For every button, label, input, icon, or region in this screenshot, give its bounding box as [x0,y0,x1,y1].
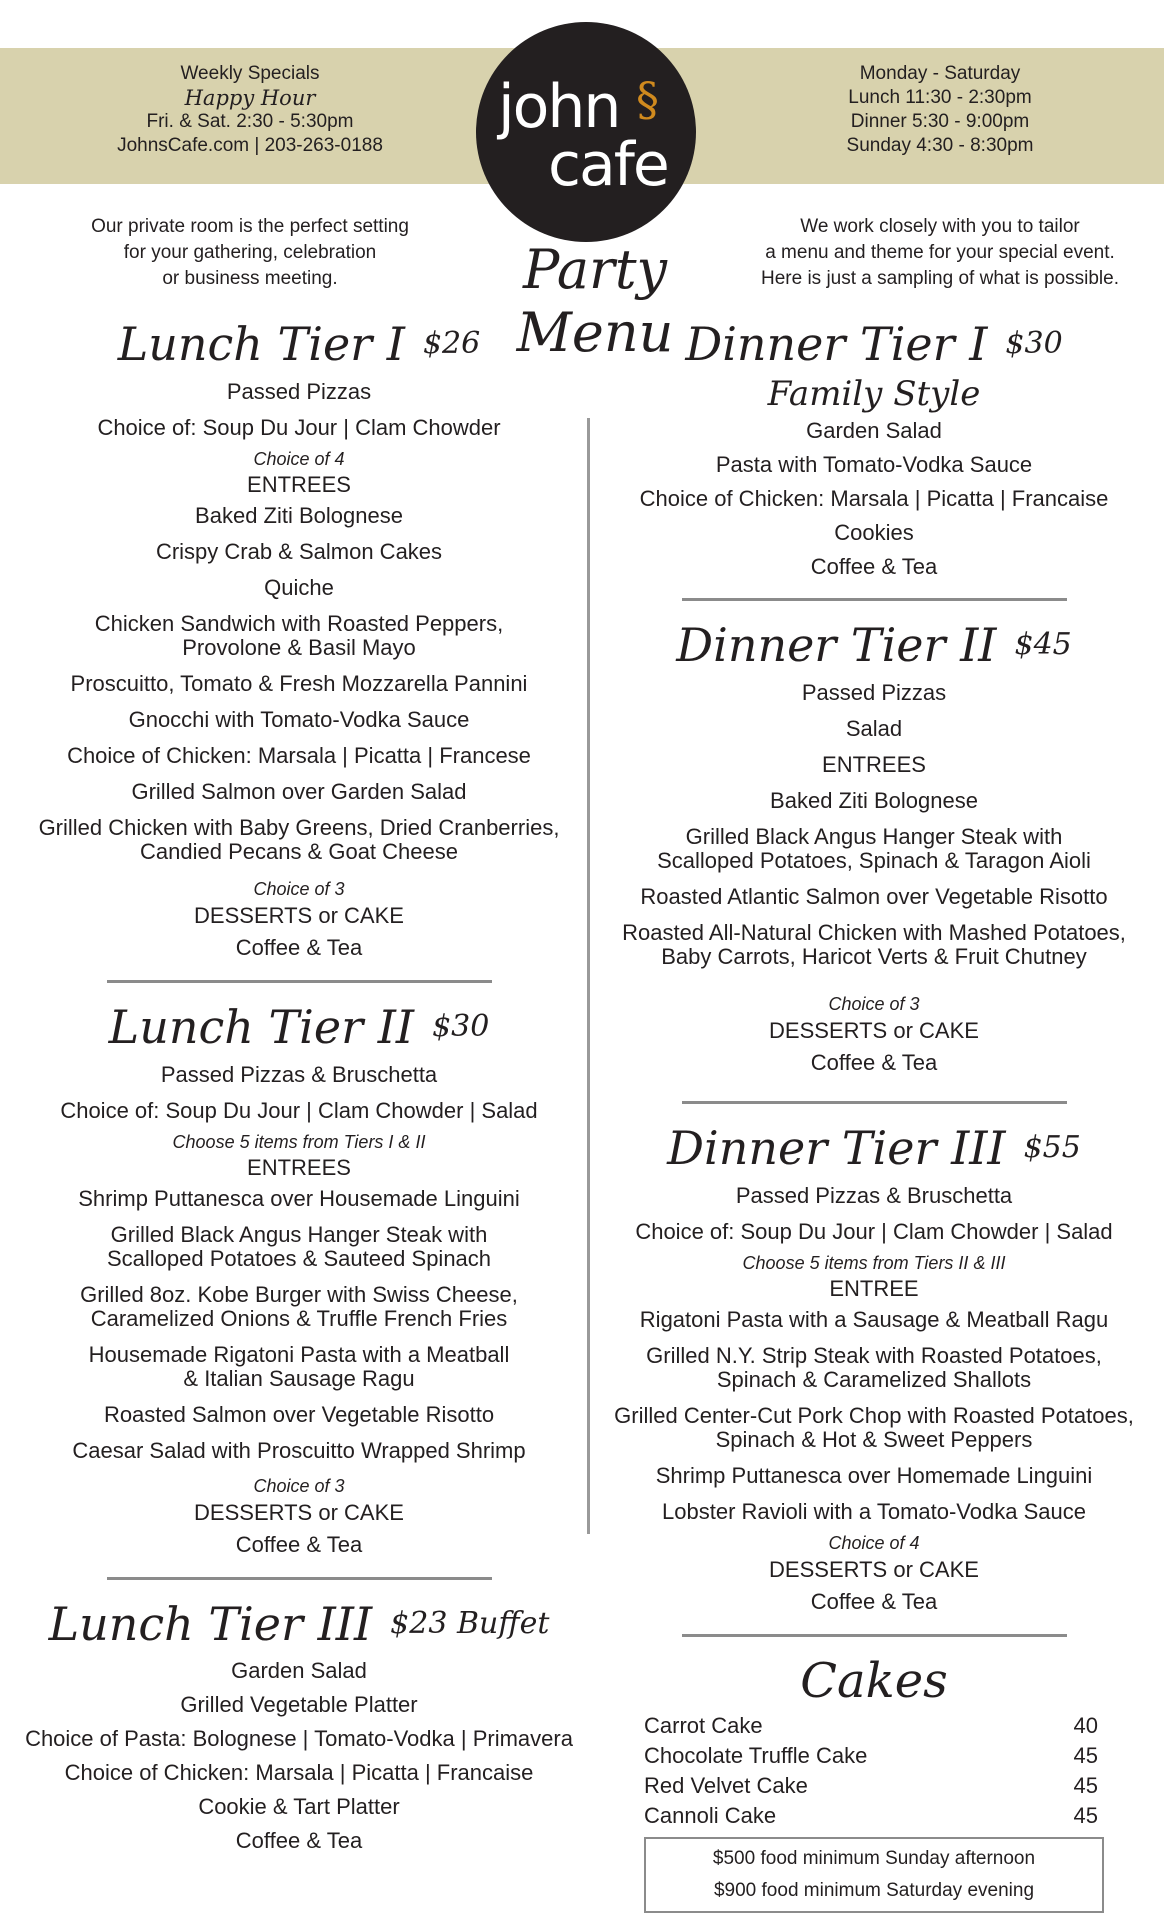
tier-name: Dinner Tier I [685,317,988,371]
menu-item [14,1277,584,1337]
menu-item-line: Grilled Black Angus Hanger Steak with [685,824,1063,849]
cake-name: Carrot Cake [644,1713,763,1738]
cakes-heading: Cakes [800,1653,948,1709]
menu-item-line: Grilled Chicken with Baby Greens, Dried Cranberries, [38,815,560,840]
menu-item [600,819,1148,879]
cake-price: 45 [1073,1743,1098,1768]
menu-item-line: Candied Pecans & Goat Cheese [140,839,458,864]
desserts-label: DESSERTS or CAKE [194,1500,404,1525]
tier-name: Lunch Tier II [108,1000,415,1054]
menu-item: Passed Pizzas & Bruschetta [160,1062,438,1087]
menu-item: Cookies [834,520,914,545]
menu-item: Coffee & Tea [235,1532,363,1557]
menu-item: Lobster Ravioli with a Tomato-Vodka Sauce [662,1499,1086,1524]
logo-swirl-icon: § [636,72,659,126]
hours-lunch: Lunch 11:30 - 2:30pm [848,87,1032,108]
cake-name: Red Velvet Cake [644,1773,808,1798]
section-rule [682,1101,1067,1104]
left-column [14,314,584,1858]
dinner-tier-3-heading [600,1118,1148,1178]
section-rule [682,1634,1067,1637]
lunch-tier-3-heading [14,1594,584,1654]
tier-name: Lunch Tier III [48,1597,373,1651]
lunch-tier-2-heading [14,997,584,1057]
tier-price: $30 [1005,326,1063,361]
choice-note: Choice of 3 [828,994,920,1014]
weekly-specials-block [60,62,440,158]
cake-row [644,1741,1104,1771]
menu-item [14,606,584,666]
weekly-specials-label: Weekly Specials [180,63,320,84]
right-column [600,314,1148,1913]
tier-price: $26 [422,326,481,361]
family-style-subheading: Family Style [767,374,981,414]
menu-item-line: & Italian Sausage Ragu [183,1366,415,1391]
menu-item: Choice of Chicken: Marsala | Picatta | Francaise [64,1760,534,1785]
menu-item [600,1338,1148,1398]
menu-item-line: Spinach & Hot & Sweet Peppers [715,1427,1033,1452]
menu-item: Quiche [264,575,334,600]
menu-item: Pasta with Tomato-Vodka Sauce [715,452,1033,477]
website-phone[interactable]: JohnsCafe.com | 203-263-0188 [117,135,383,156]
menu-item-line: Housemade Rigatoni Pasta with a Meatball [88,1342,510,1367]
lunch-tier-1-heading [14,314,584,374]
menu-item: Coffee & Tea [810,554,938,579]
menu-item-line: Spinach & Caramelized Shallots [716,1367,1032,1392]
menu-item: Coffee & Tea [810,1589,938,1614]
menu-item: Proscuitto, Tomato & Fresh Mozzarella Pannini [70,671,528,696]
cake-row [644,1801,1104,1831]
johns-cafe-logo [476,22,696,242]
intro-left-line: Our private room is the perfect setting [91,216,409,237]
section-rule [107,1577,492,1580]
menu-item: Grilled Salmon over Garden Salad [131,779,467,804]
cake-price: 45 [1073,1773,1098,1798]
entree-label: ENTREE [829,1276,919,1301]
tier-name: Dinner Tier II [676,618,997,672]
menu-item: Choice of Pasta: Bolognese | Tomato-Vodka | Primavera [25,1726,573,1751]
menu-item-line: Baby Carrots, Haricot Verts & Fruit Chutney [661,944,1087,969]
cake-row [644,1711,1104,1741]
page-title: Party Menu [516,238,674,364]
dinner-tier-2-heading [600,615,1148,675]
entrees-label: ENTREES [822,752,926,777]
cake-price: 40 [1073,1713,1098,1738]
desserts-label: DESSERTS or CAKE [769,1557,979,1582]
choice-note: Choose 5 items from Tiers II & III [742,1253,1006,1273]
menu-item-line: Roasted All-Natural Chicken with Mashed Potatoes, [622,920,1126,945]
tier-price: $30 [432,1009,490,1044]
choice-note: Choice of 4 [253,449,345,469]
hours-block [750,62,1130,158]
menu-item-line: Scalloped Potatoes & Sauteed Spinach [106,1246,492,1271]
cake-name: Chocolate Truffle Cake [644,1743,868,1768]
menu-item: Choice of Chicken: Marsala | Picatta | Francese [67,743,531,768]
menu-item-line: Grilled N.Y. Strip Steak with Roasted Potatoes, [646,1343,1102,1368]
intro-right-line: Here is just a sampling of what is possible. [761,268,1119,289]
intro-left-line: for your gathering, celebration [123,242,377,263]
intro-right-line: a menu and theme for your special event. [765,242,1115,263]
logo-word-cafe: cafe [548,130,668,200]
menu-item: Coffee & Tea [235,1828,363,1853]
menu-item-line: Grilled 8oz. Kobe Burger with Swiss Cheese, [80,1282,518,1307]
food-minimum-box [644,1837,1104,1913]
menu-item [14,1217,584,1277]
menu-item-line: Grilled Black Angus Hanger Steak with [110,1222,488,1247]
tier-price: $55 [1023,1130,1081,1165]
tier-name: Lunch Tier I [117,317,405,371]
choice-note: Choice of 3 [253,879,345,899]
cake-name: Cannoli Cake [644,1803,777,1828]
hours-sunday: Sunday 4:30 - 8:30pm [846,135,1034,156]
menu-item: Garden Salad [231,1658,367,1683]
cake-price: 45 [1073,1803,1098,1828]
section-rule [682,598,1067,601]
menu-item: Garden Salad [806,418,942,443]
menu-item: Choice of: Soup Du Jour | Clam Chowder [97,415,501,440]
entrees-label: ENTREES [247,1155,351,1180]
menu-item: Coffee & Tea [235,935,363,960]
desserts-label: DESSERTS or CAKE [194,903,404,928]
menu-item: Coffee & Tea [810,1050,938,1075]
menu-item: Caesar Salad with Proscuitto Wrapped Shrimp [72,1438,526,1463]
menu-item: Passed Pizzas [226,379,372,404]
hours-dinner: Dinner 5:30 - 9:00pm [850,111,1030,132]
menu-item [14,1337,584,1397]
menu-item: Rigatoni Pasta with a Sausage & Meatball Ragu [639,1307,1109,1332]
menu-item: Shrimp Puttanesca over Housemade Linguini [78,1186,520,1211]
column-divider [587,418,590,1534]
tier-name: Dinner Tier III [667,1121,1006,1175]
menu-item-line: Grilled Center-Cut Pork Chop with Roasted Potatoes, [614,1403,1134,1428]
menu-item: Roasted Salmon over Vegetable Risotto [103,1402,495,1427]
menu-item: Grilled Vegetable Platter [180,1692,418,1717]
entrees-label: ENTREES [247,472,351,497]
happy-hour-times: Fri. & Sat. 2:30 - 5:30pm [146,111,354,132]
menu-item [14,810,584,870]
menu-item: Baked Ziti Bolognese [770,788,978,813]
dinner-tier-1-heading [600,314,1148,374]
menu-item: Choice of: Soup Du Jour | Clam Chowder | Salad [60,1098,538,1123]
food-minimum-sunday: $500 food minimum Sunday afternoon [712,1848,1036,1869]
menu-item: Passed Pizzas [801,680,947,705]
intro-right [740,214,1140,292]
choice-note: Choice of 4 [828,1533,920,1553]
logo-word-john: john [498,72,620,142]
menu-item: Salad [845,716,903,741]
intro-right-line: We work closely with you to tailor [800,216,1080,237]
intro-left [60,214,440,292]
hours-days: Monday - Saturday [859,63,1021,84]
menu-item: Passed Pizzas & Bruschetta [735,1183,1013,1208]
menu-item: Cookie & Tart Platter [198,1794,400,1819]
desserts-label: DESSERTS or CAKE [769,1018,979,1043]
cakes-section [644,1651,1104,1913]
menu-item [600,915,1148,975]
tier-price: $45 [1014,627,1072,662]
choice-note: Choice of 3 [253,1476,345,1496]
menu-item: Baked Ziti Bolognese [195,503,403,528]
menu-item-line: Scalloped Potatoes, Spinach & Taragon Aioli [657,848,1091,873]
menu-item-line: Caramelized Onions & Truffle French Fries [90,1306,508,1331]
menu-item: Crispy Crab & Salmon Cakes [155,539,443,564]
choice-note: Choose 5 items from Tiers I & II [172,1132,426,1152]
menu-item: Choice of Chicken: Marsala | Picatta | Francaise [639,486,1109,511]
cake-row [644,1771,1104,1801]
section-rule [107,980,492,983]
menu-item-line: Provolone & Basil Mayo [182,635,416,660]
intro-left-line: or business meeting. [162,268,338,289]
menu-item-line: Chicken Sandwich with Roasted Peppers, [94,611,504,636]
happy-hour-label: Happy Hour [184,86,316,110]
menu-item: Gnocchi with Tomato-Vodka Sauce [128,707,470,732]
menu-item: Shrimp Puttanesca over Homemade Linguini [655,1463,1093,1488]
menu-item [600,1398,1148,1458]
menu-item: Roasted Atlantic Salmon over Vegetable Risotto [640,884,1108,909]
menu-item: Choice of: Soup Du Jour | Clam Chowder | Salad [635,1219,1113,1244]
food-minimum-saturday: $900 food minimum Saturday evening [713,1880,1035,1901]
tier-price: $23 Buffet [390,1606,550,1641]
